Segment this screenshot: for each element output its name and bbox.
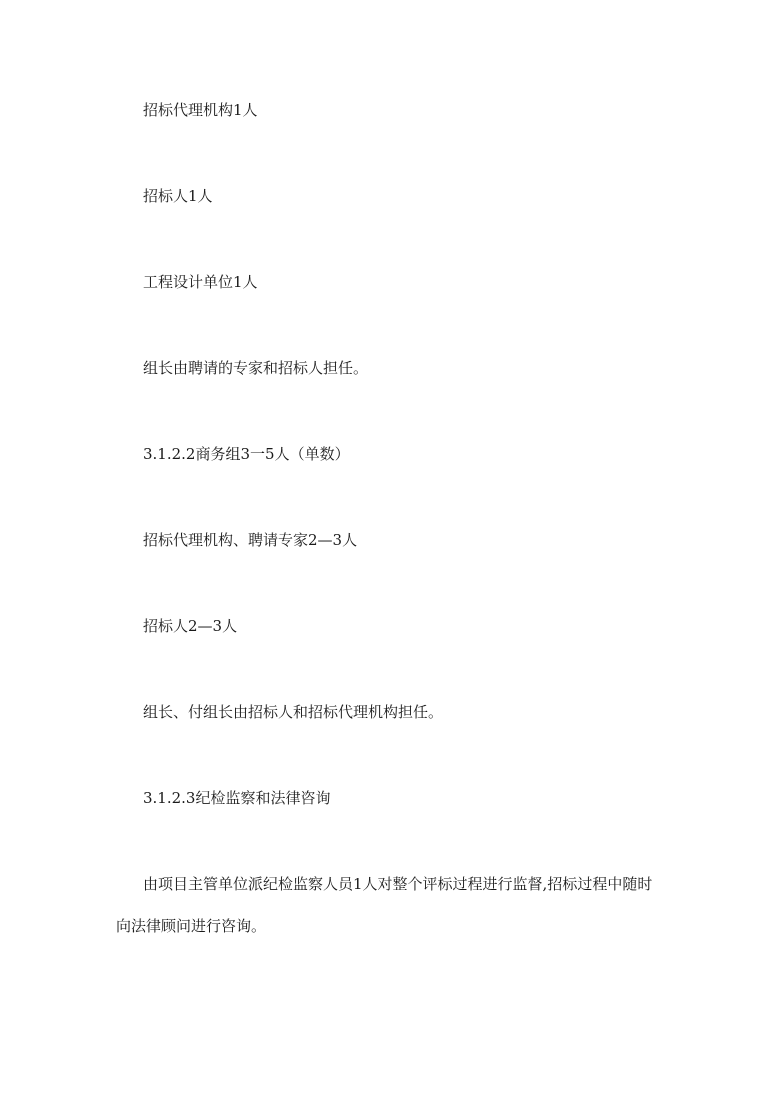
text-line: 招标人2—3人	[143, 617, 238, 635]
text-line: 组长由聘请的专家和招标人担任。	[143, 359, 369, 377]
paragraph-line-2: 向法律顾问进行咨询。	[116, 917, 267, 935]
text-line: 组长、付组长由招标人和招标代理机构担任。	[143, 703, 444, 721]
text-line: 工程设计单位1人	[143, 273, 258, 291]
text-line: 招标代理机构、聘请专家2—3人	[143, 531, 358, 549]
text-line: 招标人1人	[143, 187, 213, 205]
section-heading: 3.1.2.2商务组3一5人（单数）	[143, 445, 350, 463]
text-line: 招标代理机构1人	[143, 101, 258, 119]
section-heading: 3.1.2.3纪检监察和法律咨询	[143, 789, 331, 807]
paragraph-line-1: 由项目主管单位派纪检监察人员1人对整个评标过程进行监督,招标过程中随时	[143, 875, 653, 893]
